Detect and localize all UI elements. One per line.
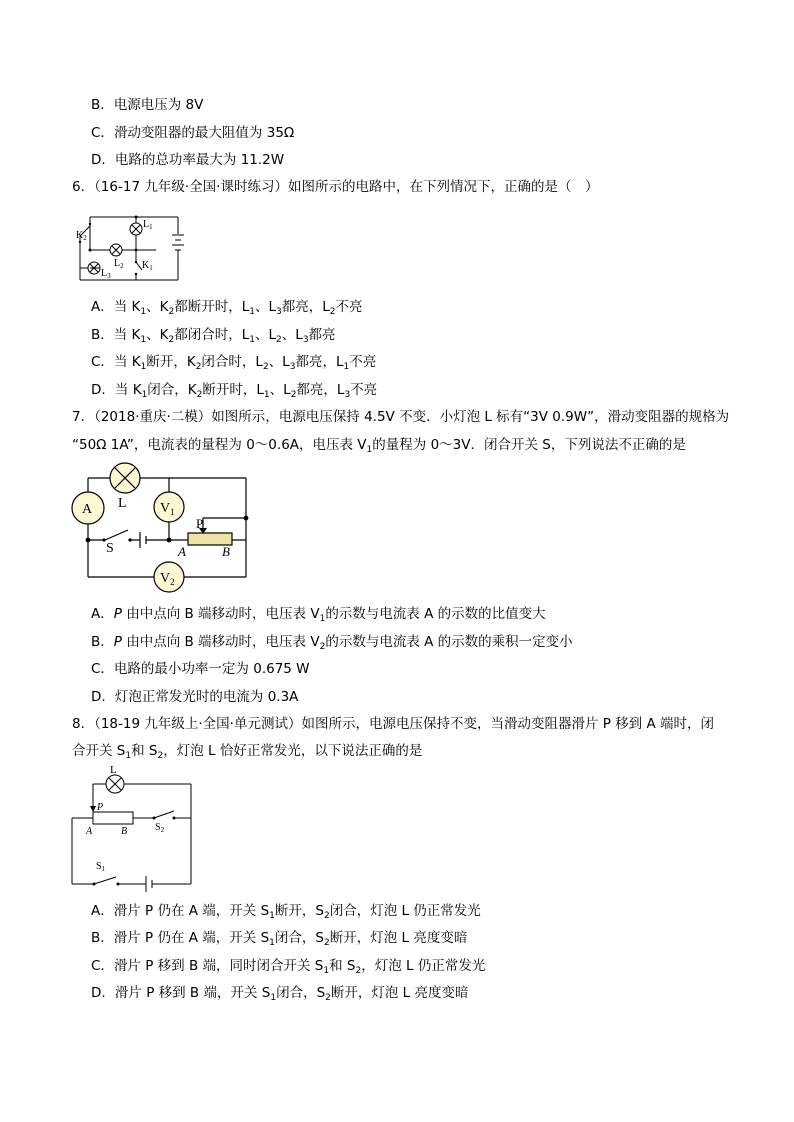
q5-option-d: D．电路的总功率最大为 11.2W: [91, 152, 285, 168]
q6-option-b: B．当 $K_1$、$K_2$都闭合时，$L_1$、$L_2$、$L_3$都亮: [91, 327, 336, 345]
q8-circuit-diagram: [66, 764, 200, 892]
q6-option-a: A．当 $K_1$、$K_2$都断开时，$L_1$、$L_3$都亮，$L_2$不亮: [91, 299, 363, 317]
q7-ammeter-label: A: [82, 502, 93, 517]
q7-option-c: C．电路的最小功率一定为 0.675 W: [91, 661, 310, 677]
q6-option-d: D．当 $K_1$闭合，$K_2$断开时，$L_1$、$L_2$都亮，$L_3$不亮: [91, 382, 378, 400]
q7-slider-p-label: P: [196, 516, 204, 531]
q5-option-c: C．滑动变阻器的最大阻值为 35Ω: [91, 125, 295, 141]
q6-k2-label: $K_2$: [76, 230, 87, 242]
q6-l1-label: $L_1$: [143, 219, 153, 231]
q5-option-b: B．电源电压为 8V: [91, 97, 204, 113]
q7-option-d: D．灯泡正常发光时的电流为 0.3A: [91, 689, 299, 705]
q7-end-b-label: B: [222, 544, 230, 559]
q8-option-d: D．滑片 P 移到 B 端，开关 $S_1$闭合，$S_2$断开，灯泡 L 亮度变暗: [91, 985, 469, 1003]
q7-end-a-label: A: [178, 544, 186, 559]
q6-circuit-diagram: [76, 212, 186, 288]
q7-stem-line2: “50Ω 1A”，电流表的量程为 0～0.6A，电压表 $V_1$的量程为 0～3V．闭合开关 S，下列说法不正确的是: [72, 437, 686, 455]
q8-stem-line1: 8．（18-19 九年级上·全国·单元测试）如图所示，电源电压保持不变，当滑动变阻器滑片 P 移到 A 端时，闭: [72, 716, 714, 732]
q6-option-c: C．当 $K_1$断开，$K_2$闭合时，$L_2$、$L_3$都亮，$L_1$不亮: [91, 354, 377, 372]
q7-option-b: B．P 由中点向 B 端移动时，电压表 $V_2$的示数与电流表 A 的示数的乘积一定变小: [91, 634, 573, 652]
q8-lamp-label: L: [110, 764, 117, 776]
q7-switch-s-label: S: [106, 541, 114, 556]
q7-v2-label: $V_2$: [160, 571, 175, 587]
q7-option-a: A．P 由中点向 B 端移动时，电压表 $V_1$的示数与电流表 A 的示数的比值变大: [91, 606, 546, 624]
q7-stem-line1: 7．（2018·重庆·二模）如图所示，电源电压保持 4.5V 不变．小灯泡 L 标有“3V 0.9W”，滑动变阻器的规格为: [72, 409, 730, 425]
q7-lamp-label: L: [118, 496, 127, 511]
q6-k1-label: $K_1$: [142, 260, 153, 272]
q8-slider-p-label: P: [97, 802, 104, 813]
q6-l3-label: $L_3$: [101, 268, 111, 280]
q8-option-c: C．滑片 P 移到 B 端，同时闭合开关 $S_1$和 $S_2$，灯泡 L 仍正常发光: [91, 958, 486, 976]
q8-end-a-label: A: [86, 826, 93, 837]
q6-stem: 6．（16-17 九年级·全国·课时练习）如图所示的电路中，在下列情况下，正确的是（ ）: [72, 179, 599, 195]
q7-circuit-diagram: [70, 460, 260, 595]
q8-option-a: A．滑片 P 仍在 A 端，开关 $S_1$断开，$S_2$闭合，灯泡 L 仍正常发光: [91, 903, 481, 921]
q6-l2-label: $L_2$: [114, 258, 124, 270]
q7-v1-label: $V_1$: [160, 501, 175, 517]
q8-s1-label: $S_1$: [96, 861, 106, 873]
q8-stem-line2: 合开关 $S_1$和 $S_2$，灯泡 L 恰好正常发光，以下说法正确的是: [72, 743, 423, 761]
q8-end-b-label: B: [121, 826, 128, 837]
q8-option-b: B．滑片 P 仍在 A 端，开关 $S_1$闭合，$S_2$断开，灯泡 L 亮度变暗: [91, 930, 468, 948]
q8-s2-label: $S_2$: [155, 822, 165, 834]
